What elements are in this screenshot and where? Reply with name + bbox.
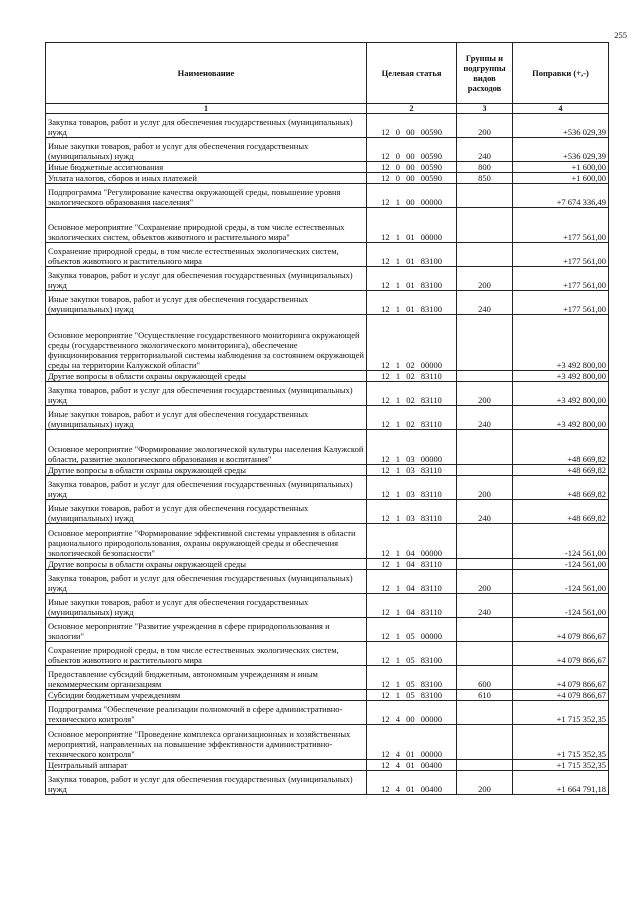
row-name: Основное мероприятие "Формирование эффективной системы управления в области рационального природопользования, охраны окружающей среды и обеспечения экологической безопасности" xyxy=(46,524,367,559)
row-target-code: 12 1 01 83100 xyxy=(367,267,457,291)
row-amount: +177 561,00 xyxy=(513,208,609,243)
table-row xyxy=(46,500,609,524)
row-amount: +3 492 800,00 xyxy=(513,406,609,430)
row-target-code: 12 0 00 00590 xyxy=(367,138,457,162)
row-group-code xyxy=(457,315,513,371)
table-row xyxy=(46,760,609,771)
row-name: Основное мероприятие "Проведение комплекса организационных и хозяйственных мероприятий, направленных на повышение эффективности административно-технического контроля" xyxy=(46,725,367,760)
row-amount: +7 674 336,49 xyxy=(513,184,609,208)
table-row xyxy=(46,430,609,465)
row-name: Уплата налогов, сборов и иных платежей xyxy=(46,173,367,184)
row-group-code: 200 xyxy=(457,771,513,795)
row-target-code: 12 1 03 83110 xyxy=(367,500,457,524)
header-amend: Поправки (+,-) xyxy=(513,43,609,104)
table-row xyxy=(46,267,609,291)
table-row xyxy=(46,208,609,243)
table-row xyxy=(46,725,609,760)
row-name: Центральный аппарат xyxy=(46,760,367,771)
row-target-code: 12 1 02 83110 xyxy=(367,382,457,406)
row-target-code: 12 1 04 83110 xyxy=(367,559,457,570)
table-row xyxy=(46,382,609,406)
row-name: Иные закупки товаров, работ и услуг для обеспечения государственных (муниципальных) нужд xyxy=(46,291,367,315)
table-row xyxy=(46,138,609,162)
col-number: 3 xyxy=(457,104,513,114)
row-amount: +536 029,39 xyxy=(513,114,609,138)
row-group-code: 240 xyxy=(457,594,513,618)
row-group-code xyxy=(457,371,513,382)
row-target-code: 12 0 00 00590 xyxy=(367,173,457,184)
row-target-code: 12 1 05 00000 xyxy=(367,618,457,642)
table-row xyxy=(46,642,609,666)
table-row xyxy=(46,771,609,795)
row-name: Подпрограмма "Обеспечение реализации полномочий в сфере административно-технического контроля" xyxy=(46,701,367,725)
table-row xyxy=(46,291,609,315)
row-group-code: 800 xyxy=(457,162,513,173)
row-name: Основное мероприятие "Сохранение природной среды, в том числе естественных экологических систем, объектов животного и растительного мира" xyxy=(46,208,367,243)
row-amount: +3 492 800,00 xyxy=(513,371,609,382)
header-target: Целевая статья xyxy=(367,43,457,104)
row-target-code: 12 0 00 00590 xyxy=(367,114,457,138)
row-name: Основное мероприятие "Формирование экологической культуры населения Калужской области, развитие экологического образования и воспитания" xyxy=(46,430,367,465)
row-amount: +48 669,82 xyxy=(513,476,609,500)
row-group-code: 200 xyxy=(457,267,513,291)
row-group-code xyxy=(457,559,513,570)
table-row xyxy=(46,162,609,173)
row-amount: -124 561,00 xyxy=(513,570,609,594)
row-target-code: 12 1 01 83100 xyxy=(367,291,457,315)
table-row xyxy=(46,690,609,701)
table-row xyxy=(46,666,609,690)
table-row xyxy=(46,594,609,618)
row-target-code: 12 4 01 00400 xyxy=(367,771,457,795)
table-row xyxy=(46,184,609,208)
row-group-code xyxy=(457,243,513,267)
row-amount: -124 561,00 xyxy=(513,594,609,618)
row-target-code: 12 1 01 00000 xyxy=(367,208,457,243)
row-target-code: 12 4 01 00400 xyxy=(367,760,457,771)
row-group-code xyxy=(457,430,513,465)
row-group-code xyxy=(457,465,513,476)
table-row xyxy=(46,315,609,371)
row-group-code: 200 xyxy=(457,476,513,500)
row-name: Основное мероприятие "Осуществление государственного мониторинга окружающей среды (государственного экологического мониторинга), обеспечение функционирования территориальной системы наблюдения за состоянием окружающей среды на территории Калужской области" xyxy=(46,315,367,371)
table-row xyxy=(46,524,609,559)
row-name: Закупка товаров, работ и услуг для обеспечения государственных (муниципальных) нужд xyxy=(46,771,367,795)
table-row xyxy=(46,371,609,382)
table-row xyxy=(46,618,609,642)
row-group-code: 240 xyxy=(457,291,513,315)
row-amount: +4 079 866,67 xyxy=(513,618,609,642)
row-target-code: 12 1 04 83110 xyxy=(367,594,457,618)
table-row xyxy=(46,701,609,725)
row-amount: +177 561,00 xyxy=(513,291,609,315)
row-name: Другие вопросы в области охраны окружающей среды xyxy=(46,465,367,476)
row-group-code xyxy=(457,760,513,771)
header-name: Наименование xyxy=(46,43,367,104)
table-row xyxy=(46,406,609,430)
row-name: Другие вопросы в области охраны окружающей среды xyxy=(46,559,367,570)
row-amount: +1 600,00 xyxy=(513,173,609,184)
row-group-code: 600 xyxy=(457,666,513,690)
row-target-code: 12 1 04 83110 xyxy=(367,570,457,594)
table-row xyxy=(46,114,609,138)
row-name: Закупка товаров, работ и услуг для обеспечения государственных (муниципальных) нужд xyxy=(46,114,367,138)
row-amount: +1 715 352,35 xyxy=(513,701,609,725)
row-amount: +48 669,82 xyxy=(513,465,609,476)
row-group-code: 240 xyxy=(457,406,513,430)
row-amount: +1 600,00 xyxy=(513,162,609,173)
row-target-code: 12 1 02 83110 xyxy=(367,371,457,382)
row-name: Закупка товаров, работ и услуг для обеспечения государственных (муниципальных) нужд xyxy=(46,476,367,500)
row-target-code: 12 1 02 83110 xyxy=(367,406,457,430)
row-amount: +177 561,00 xyxy=(513,267,609,291)
row-name: Основное мероприятие "Развитие учреждения в сфере природопользования и экологии" xyxy=(46,618,367,642)
row-group-code xyxy=(457,701,513,725)
row-group-code xyxy=(457,184,513,208)
col-number: 2 xyxy=(367,104,457,114)
row-name: Другие вопросы в области охраны окружающей среды xyxy=(46,371,367,382)
row-group-code: 200 xyxy=(457,570,513,594)
row-group-code: 240 xyxy=(457,500,513,524)
row-amount: +4 079 866,67 xyxy=(513,690,609,701)
row-name: Предоставление субсидий бюджетным, автономным учреждениям и иным некоммерческим организациям xyxy=(46,666,367,690)
row-amount: +1 715 352,35 xyxy=(513,725,609,760)
row-amount: +1 664 791,18 xyxy=(513,771,609,795)
row-name: Иные закупки товаров, работ и услуг для обеспечения государственных (муниципальных) нужд xyxy=(46,500,367,524)
page-number: 255 xyxy=(614,30,627,40)
row-amount: +48 669,82 xyxy=(513,500,609,524)
row-target-code: 12 1 05 83100 xyxy=(367,666,457,690)
row-amount: +4 079 866,67 xyxy=(513,642,609,666)
row-name: Закупка товаров, работ и услуг для обеспечения государственных (муниципальных) нужд xyxy=(46,570,367,594)
table-row xyxy=(46,476,609,500)
row-target-code: 12 1 05 83100 xyxy=(367,690,457,701)
row-name: Подпрограмма "Регулирование качества окружающей среды, повышение уровня экологического образования населения" xyxy=(46,184,367,208)
row-target-code: 12 1 02 00000 xyxy=(367,315,457,371)
row-group-code xyxy=(457,642,513,666)
row-target-code: 12 1 05 83100 xyxy=(367,642,457,666)
row-target-code: 12 4 00 00000 xyxy=(367,701,457,725)
table-row xyxy=(46,570,609,594)
col-number: 4 xyxy=(513,104,609,114)
row-group-code xyxy=(457,524,513,559)
row-group-code: 200 xyxy=(457,114,513,138)
row-name: Закупка товаров, работ и услуг для обеспечения государственных (муниципальных) нужд xyxy=(46,267,367,291)
row-target-code: 12 1 03 83110 xyxy=(367,465,457,476)
row-group-code: 610 xyxy=(457,690,513,701)
row-target-code: 12 4 01 00000 xyxy=(367,725,457,760)
row-amount: +536 029,39 xyxy=(513,138,609,162)
row-amount: -124 561,00 xyxy=(513,559,609,570)
table-row xyxy=(46,173,609,184)
row-group-code: 240 xyxy=(457,138,513,162)
row-target-code: 12 1 00 00000 xyxy=(367,184,457,208)
row-name: Субсидии бюджетным учреждениям xyxy=(46,690,367,701)
row-name: Иные закупки товаров, работ и услуг для обеспечения государственных (муниципальных) нужд xyxy=(46,406,367,430)
row-name: Иные закупки товаров, работ и услуг для обеспечения государственных (муниципальных) нужд xyxy=(46,138,367,162)
row-group-code xyxy=(457,208,513,243)
row-target-code: 12 1 01 83100 xyxy=(367,243,457,267)
row-group-code: 850 xyxy=(457,173,513,184)
col-number: 1 xyxy=(46,104,367,114)
row-name: Сохранение природной среды, в том числе естественных экологических систем, объектов животного и растительного мира xyxy=(46,642,367,666)
row-target-code: 12 1 03 00000 xyxy=(367,430,457,465)
table-row xyxy=(46,465,609,476)
row-group-code xyxy=(457,725,513,760)
row-amount: -124 561,00 xyxy=(513,524,609,559)
table-row xyxy=(46,559,609,570)
budget-table xyxy=(45,42,609,795)
row-target-code: 12 1 03 83110 xyxy=(367,476,457,500)
row-amount: +4 079 866,67 xyxy=(513,666,609,690)
row-name: Закупка товаров, работ и услуг для обеспечения государственных (муниципальных) нужд xyxy=(46,382,367,406)
header-group: Группы и подгруппы видов расходов xyxy=(457,43,513,104)
row-name: Сохранение природной среды, в том числе естественных экологических систем, объектов животного и растительного мира xyxy=(46,243,367,267)
row-name: Иные бюджетные ассигнования xyxy=(46,162,367,173)
row-name: Иные закупки товаров, работ и услуг для обеспечения государственных (муниципальных) нужд xyxy=(46,594,367,618)
row-amount: +3 492 800,00 xyxy=(513,315,609,371)
row-amount: +48 669,82 xyxy=(513,430,609,465)
row-amount: +177 561,00 xyxy=(513,243,609,267)
row-amount: +1 715 352,35 xyxy=(513,760,609,771)
row-group-code: 200 xyxy=(457,382,513,406)
row-amount: +3 492 800,00 xyxy=(513,382,609,406)
table-row xyxy=(46,243,609,267)
row-target-code: 12 0 00 00590 xyxy=(367,162,457,173)
row-group-code xyxy=(457,618,513,642)
row-target-code: 12 1 04 00000 xyxy=(367,524,457,559)
